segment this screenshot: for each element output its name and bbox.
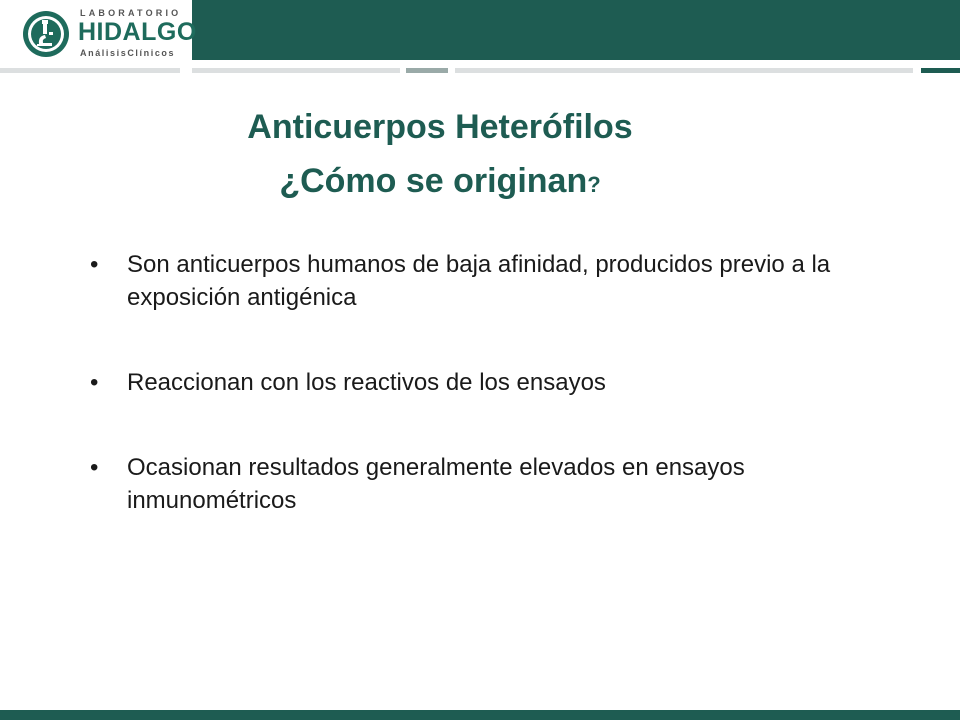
header-stripe-3 bbox=[406, 68, 448, 73]
bullet-item: • Reaccionan con los reactivos de los ensayos bbox=[90, 366, 860, 399]
slide-title-line-2-text: ¿Cómo se originan bbox=[279, 162, 588, 200]
slide-title-line-1: Anticuerpos Heterófilos bbox=[247, 108, 633, 146]
bullet-list bbox=[90, 248, 860, 517]
header-stripe-1 bbox=[0, 68, 180, 73]
header-band bbox=[192, 0, 960, 60]
logo-top-text: LABORATORIO bbox=[80, 8, 182, 18]
header-stripe-5 bbox=[921, 68, 960, 73]
bullet-item: • Ocasionan resultados generalmente elevados en ensayos inmunométricos bbox=[90, 451, 860, 517]
laboratory-logo bbox=[22, 8, 197, 60]
slide-title-question-mark: ? bbox=[587, 172, 601, 197]
bullet-item: • Son anticuerpos humanos de baja afinidad, producidos previo a la exposición antigénica bbox=[90, 248, 860, 314]
header-stripe-4 bbox=[455, 68, 913, 73]
logo-sub-text: AnálisisClínicos bbox=[80, 48, 176, 58]
header-stripe-2 bbox=[192, 68, 400, 73]
microscope-logo-icon bbox=[22, 10, 70, 58]
footer-band bbox=[0, 710, 960, 720]
logo-main-text: HIDALGO bbox=[78, 18, 197, 46]
slide-title-line-2 bbox=[120, 162, 760, 201]
